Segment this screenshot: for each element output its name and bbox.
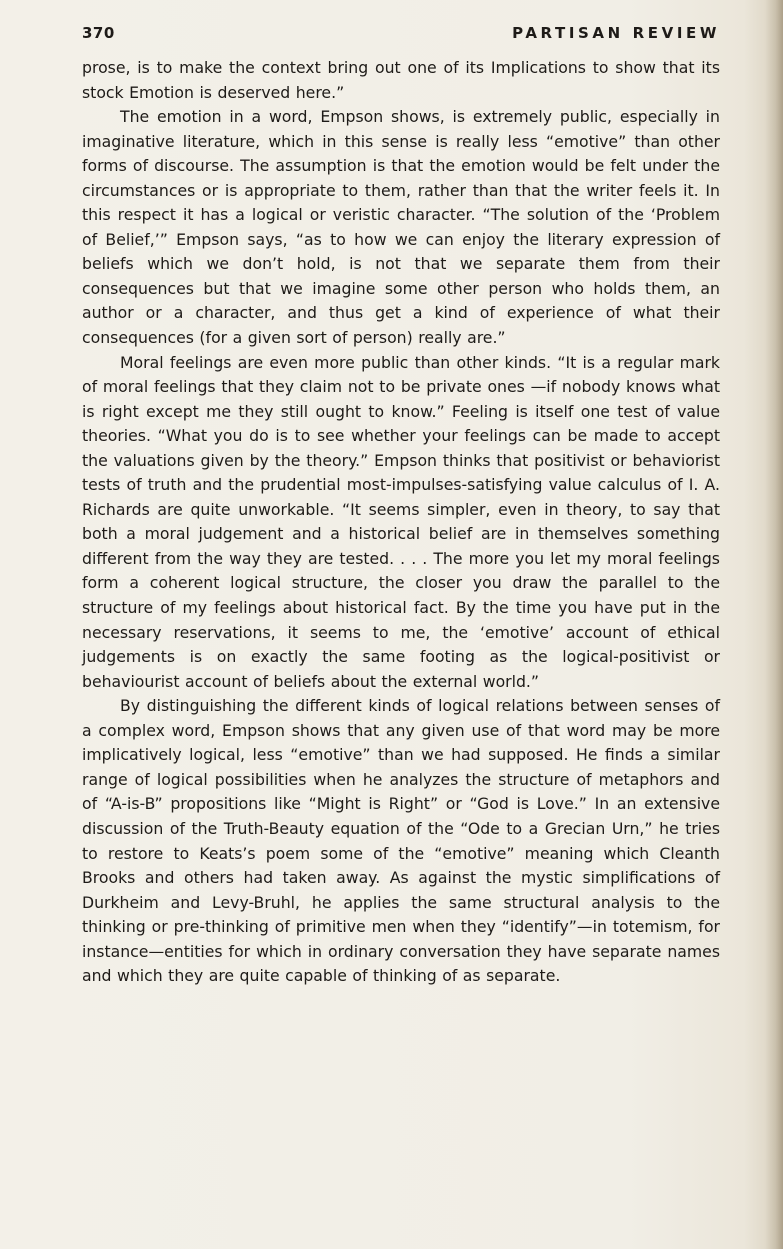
page-number: 370: [82, 24, 115, 42]
paragraph: Moral feelings are even more public than other kinds. “It is a regular mark of moral feelings that they claim not to be private ones —if nobody knows what is right except me they still ought to know.” Feeling is itself one test of value theories. “What you do is to see whether your feelings can be made to accept the valuations given by the theory.” Empson thinks that positivist or behaviorist tests of truth and the prudential most-impulses-satisfying value calculus of I. A. Richards are quite unworkable. “It seems simpler, even in theory, to say that both a moral judgement and a historical belief are in themselves something different from the way they are tested. . . . The more you let my moral feelings form a coherent logical structure, the closer you draw the parallel to the structure of my feelings about historical fact. By the time you have put in the necessary reservations, it seems to me, the ‘emotive’ account of ethical judgements is on exactly the same footing as the logical-positivist or behaviourist account of beliefs about the external world.”: [82, 352, 720, 691]
spine-shadow: [765, 0, 783, 1249]
paragraph: By distinguishing the different kinds of logical relations between senses of a complex word, Empson shows that any given use of that word may be more implicatively logical, less “emotive” than we had supposed. He finds a similar range of logical possibilities when he analyzes the structure of metaphors and of “A-is-B” propositions like “Might is Right” or “God is Love.” In an extensive discussion of the Truth-Beauty equation of the “Ode to a Grecian Urn,” he tries to restore to Keats’s poem some of the “emotive” meaning which Cleanth Brooks and others had taken away. As against the mystic simplifications of Durkheim and Levy-Bruhl, he applies the same structural analysis to the thinking or pre-thinking of primitive men when they “identify”—in totemism, for instance—entities for which in ordinary conversation they have separate names and which they are quite capable of thinking of as separate.: [82, 696, 720, 986]
paragraph: prose, is to make the context bring out one of its Implications to show that its stock Emotion is deserved here.”: [82, 58, 720, 102]
paragraph: The emotion in a word, Empson shows, is extremely public, especially in imaginative literature, which in this sense is really less “emotive” than other forms of discourse. The assumption is that the emotion would be felt under the circumstances or is appropriate to them, rather than that the writer feels it. In this respect it has a logical or veristic character. “The solution of the ‘Problem of Belief,’” Empson says, “as to how we can enjoy the literary expression of beliefs which we don’t hold, is not that we separate them from their consequences but that we imagine some other person who holds them, an author or a character, and thus get a kind of experience of what their consequences (for a given sort of person) really are.”: [82, 107, 720, 348]
body-text: [82, 56, 720, 989]
page-header: [82, 24, 720, 46]
running-head: PARTISAN REVIEW: [512, 24, 720, 42]
